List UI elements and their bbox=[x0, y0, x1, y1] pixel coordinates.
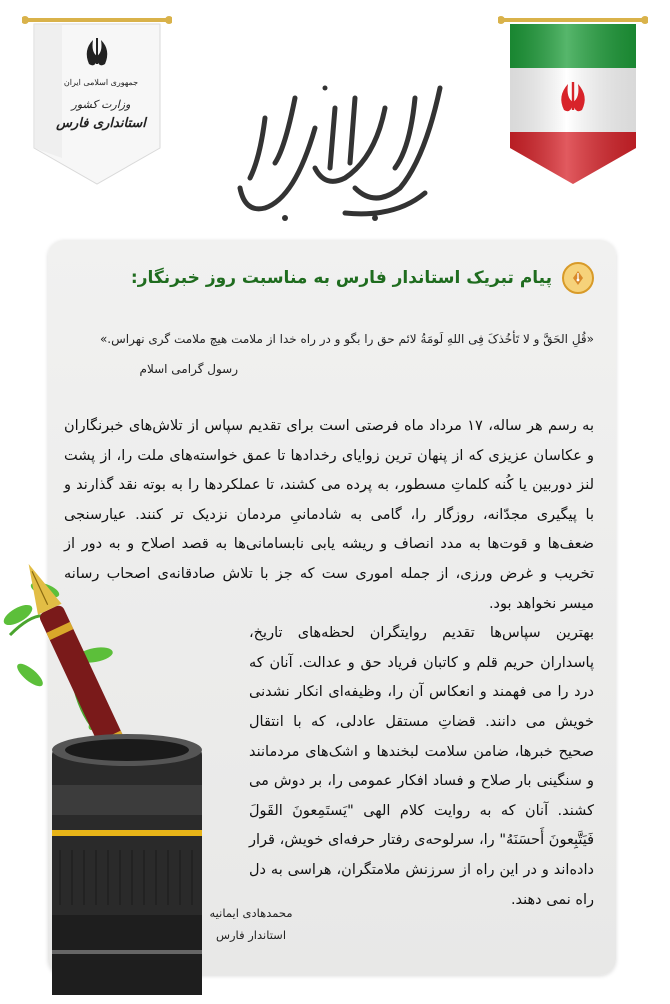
emblem-line-3: استانداری فارس bbox=[56, 116, 146, 131]
signature-title: استاندار فارس bbox=[215, 928, 287, 942]
message-title: پیام تبریک استاندار فارس به مناسبت روز خبرنگار: bbox=[130, 268, 552, 288]
bismillah-calligraphy bbox=[225, 68, 455, 228]
emblem-line-2: وزارت کشور bbox=[71, 98, 131, 111]
quote-text: «قُلِ الحَقَّ و لا تَأخُذکَ فِی اللهِ لَومَةُ لائم حق را بگو و در راه خدا از ملامت هیچ ملامت گری نهراس.» bbox=[99, 332, 594, 346]
paragraph-2: بهترین سپاس‌ها تقدیم روایتگران لحظه‌های تاریخ، پاسداران حریم قلم و کاتبان فریاد حق و عدالت. آنان که درد را می فهمند و انعکاس آن را، وظیفه‌ای انکار نشدنی خویش می دانند. قضاتِ مستقل عادلی، که با انتقال صحیح خبرها، ضامن سلامت لبخندها و اشک‌های مردمانند و سنگینی بار صلاح و فساد افکار عمومی را، بر دوش می کشند. آنان که به روایت کلام الهی "یَستَمِعونَ القَولَ فَیَتَّبِعونَ أَحسَنَهُ" را، سرلوحه‌ی رفتار حرفه‌ای خویش، قرار داده‌اند و در این راه از سرزنش ملامتگران، هراسی به دل راه نمی دهند. bbox=[249, 625, 594, 908]
pen-lens-illustration bbox=[0, 545, 240, 1000]
quote-source: رسول گرامی اسلام bbox=[139, 362, 238, 376]
emblem-line-1: جمهوری اسلامی ایران bbox=[63, 78, 139, 87]
iran-flag-banner bbox=[498, 8, 648, 188]
pen-nib-icon bbox=[562, 262, 594, 294]
signature-name: محمدهادی ایمانیه bbox=[209, 906, 293, 920]
flag-emblem-icon bbox=[498, 8, 648, 188]
ministry-banner bbox=[22, 8, 172, 188]
card-header bbox=[131, 262, 594, 294]
paragraph-1: به رسم هر ساله، ۱۷ مرداد ماه فرصتی است برای تقدیم سپاس از تلاش‌های خبرنگاران و عکاسان عزیزی که از پنهان ترین زوایای رخدادها تا عمق خواسته‌های ملت را، از پشت لنز دوربین یا کُنه کلماتِ مسطور، به پرده می کشند، تا عملکردها را به بوته نقد گذارند و با پیگیری مجدّانه، روزگار را، گامی به شادمانیِ مردمان نزدیک تر کنند. عیارسنجی ضعف‌ها و قوت‌ها به مدد انصاف و ریشه یابی نابسامانی‌ها به قصد اصلاح و به دور از تخریب و غرض ورزی، از جمله اموری ست که جز با تلاش صادقانه‌ی اصحاب رسانه میسر نخواهد بود. bbox=[64, 418, 594, 612]
